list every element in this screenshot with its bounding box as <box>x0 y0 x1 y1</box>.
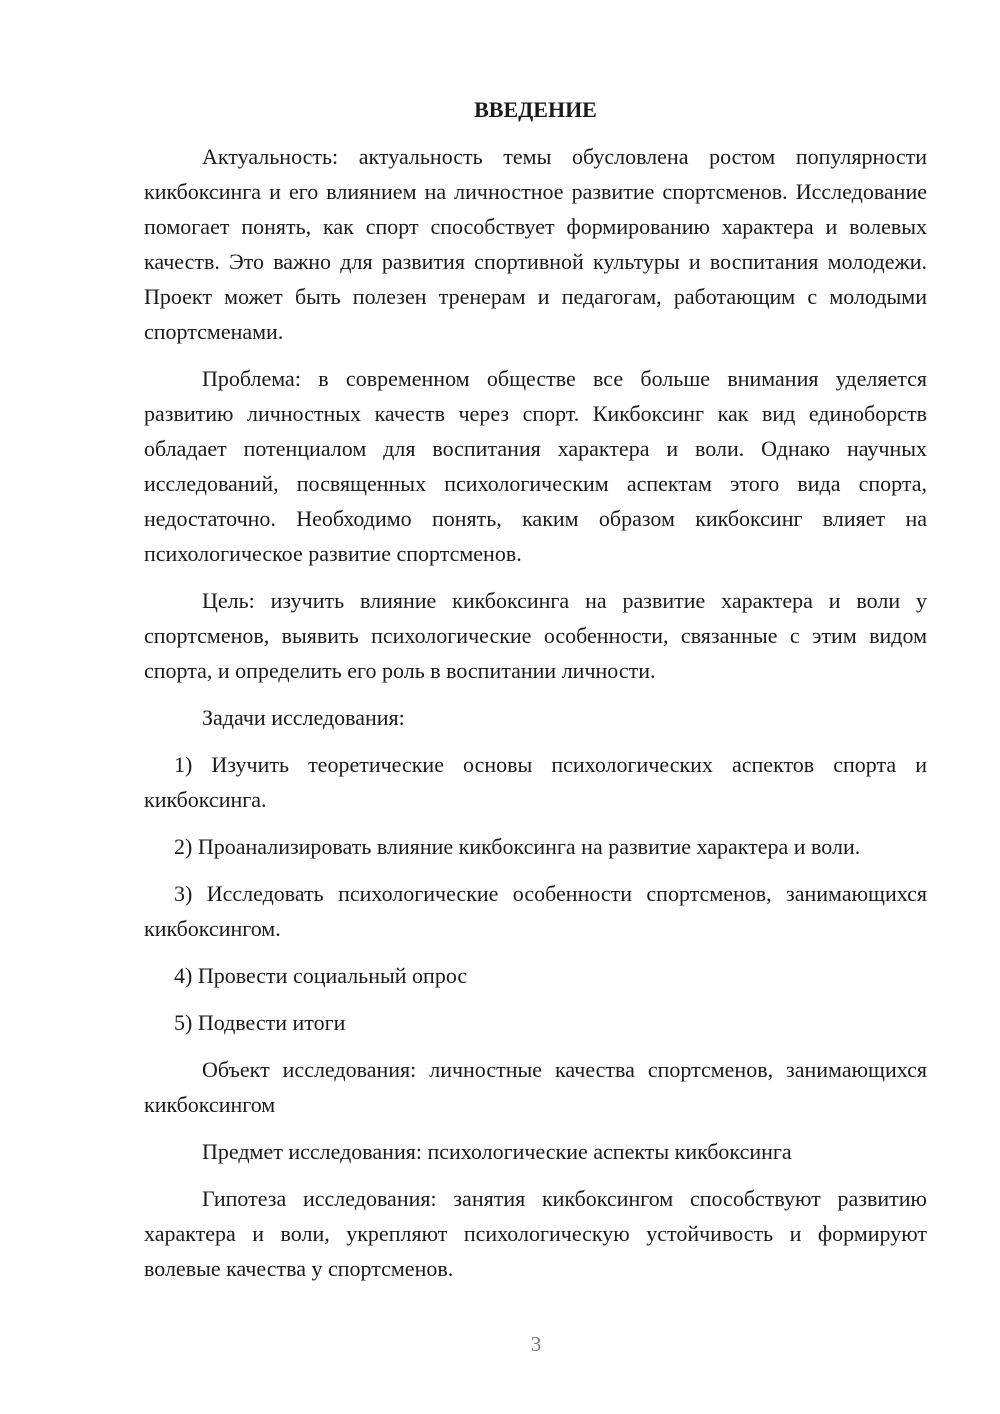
paragraph-problem: Проблема: в современном обществе все больше внимания уделяется развитию личностных качеств через спорт. Кикбоксинг как вид единоборств обладает потенциалом для воспитания характера и воли. Однако научных исследований, посвященных психологическим аспектам этого вида спорта, недостаточно. Необходимо понять, каким образом кикбоксинг влияет на психологическое развитие спортсменов. <box>144 366 927 566</box>
task-item-5: 5) Подвести итоги <box>174 1010 346 1035</box>
task-item-2: 2) Проанализировать влияние кикбоксинга на развитие характера и воли. <box>174 834 861 859</box>
page-number: 3 <box>530 1332 542 1356</box>
task-item-4: 4) Провести социальный опрос <box>174 963 468 988</box>
task-item-3: 3) Исследовать психологические особенности спортсменов, занимающихся кикбоксингом. <box>144 881 927 941</box>
paragraph-hypothesis: Гипотеза исследования: занятия кикбоксингом способствуют развитию характера и воли, укрепляют психологическую устойчивость и формируют волевые качества у спортсменов. <box>144 1186 927 1281</box>
paragraph-tasks-heading: Задачи исследования: <box>202 705 405 730</box>
paragraph-object: Объект исследования: личностные качества спортсменов, занимающихся кикбоксингом <box>144 1057 927 1117</box>
paragraph-relevance: Актуальность: актуальность темы обусловлена ростом популярности кикбоксинга и его влиянием на личностное развитие спортсменов. Исследование помогает понять, как спорт способствует формированию характера и волевых качеств. Это важно для развития спортивной культуры и воспитания молодежи. Проект может быть полезен тренерам и педагогам, работающим с молодыми спортсменами. <box>144 144 927 344</box>
task-item-1: 1) Изучить теоретические основы психологических аспектов спорта и кикбоксинга. <box>144 752 927 812</box>
paragraph-goal: Цель: изучить влияние кикбоксинга на развитие характера и воли у спортсменов, выявить психологические особенности, связанные с этим видом спорта, и определить его роль в воспитании личности. <box>144 588 927 683</box>
document-page <box>144 92 927 1298</box>
paragraph-subject: Предмет исследования: психологические аспекты кикбоксинга <box>202 1139 792 1164</box>
section-title: ВВЕДЕНИЕ <box>474 97 597 122</box>
